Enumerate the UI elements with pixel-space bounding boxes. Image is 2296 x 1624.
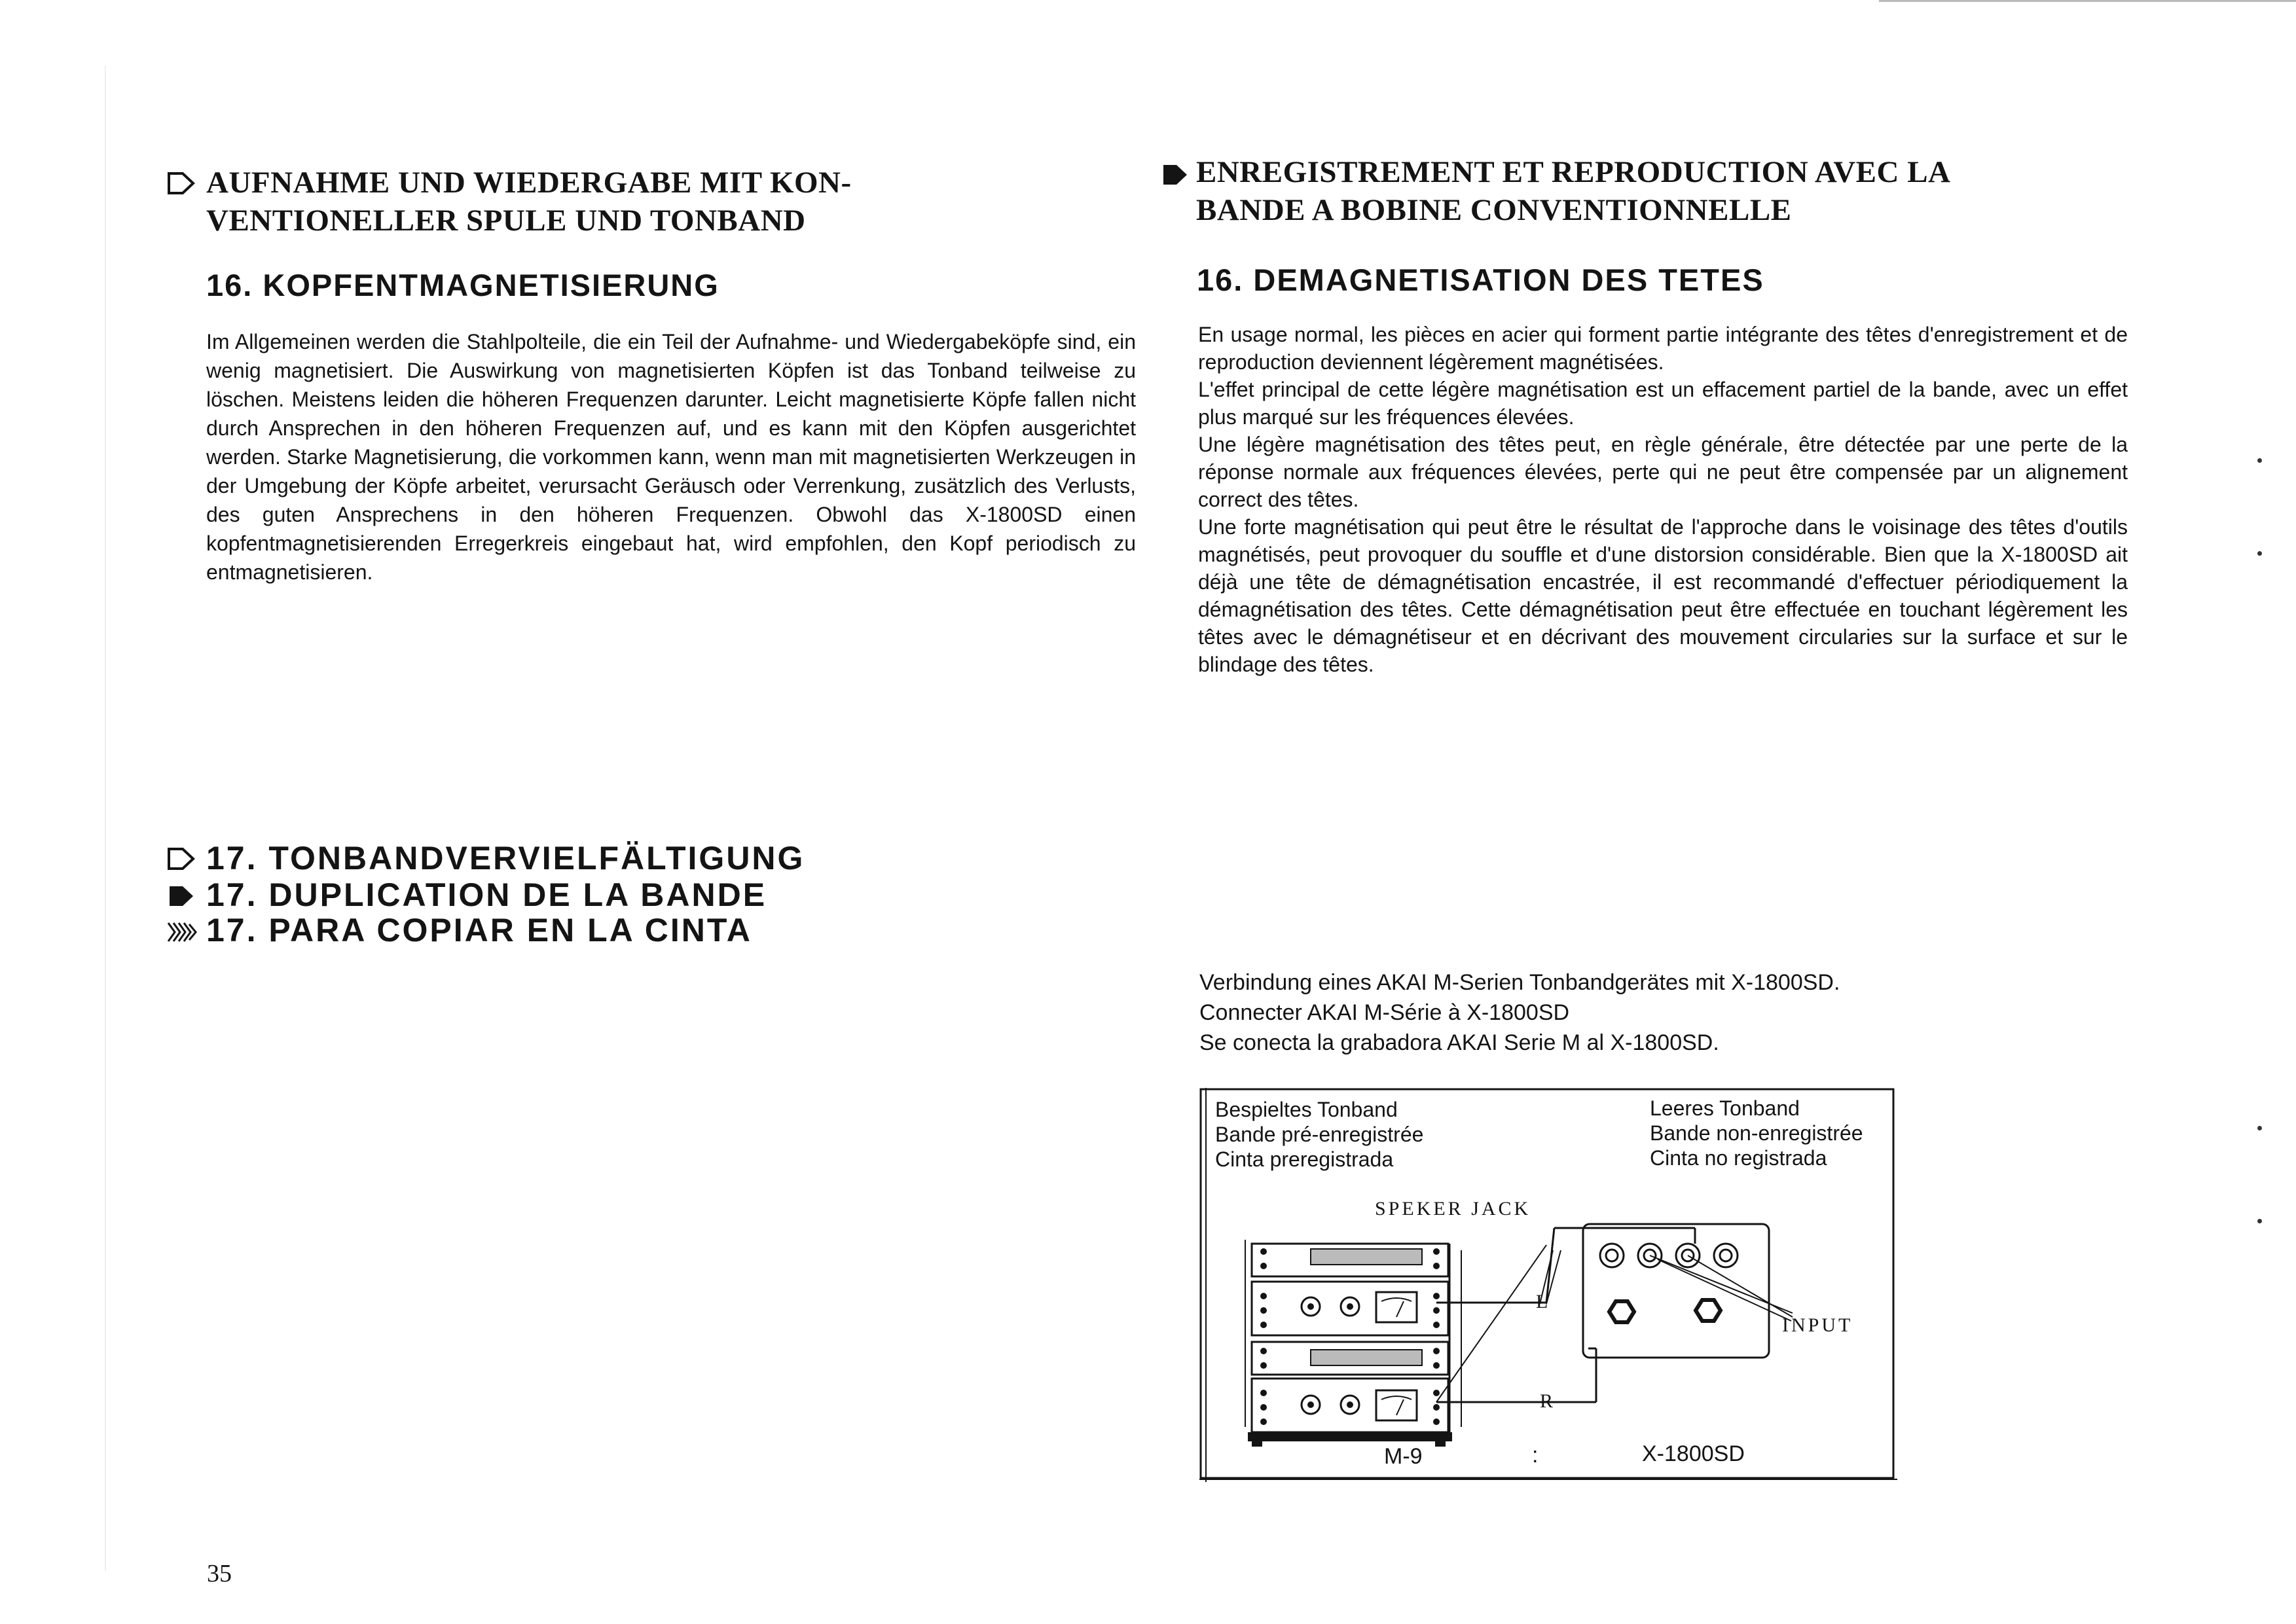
french-paragraph: En usage normal, les pièces en acier qui forment partie intégrante des têtes d'enregistrement et de reproduction deviennent légèrement magnétisées. [1198,323,2128,374]
hatched-arrow-icon [167,920,197,947]
solid-arrow-icon [168,885,194,911]
speaker-jack-label: SPEKER JACK [1375,1198,1531,1219]
french-section-title-line: ENREGISTREMENT ET REPRODUCTION AVEC LA [1196,155,1951,189]
heading-17-french: 17. DUPLICATION DE LA BANDE [206,876,767,913]
german-section-title [206,164,852,240]
source-model-label: M-9 [1384,1444,1423,1469]
french-paragraph: L'effet principal de cette légère magnétisation est un effacement partiel de la bande, avec un effet plus marqué sur les fréquences élevées. [1198,378,2128,429]
german-section-title-line: VENTIONELLER SPULE UND TONBAND [206,204,806,238]
connection-line-french: Connecter AKAI M-Série à X-1800SD [1199,1000,1570,1025]
scan-speck [2257,1126,2262,1130]
french-paragraph: Une légère magnétisation des têtes peut, en règle générale, être détectée par une perte de la réponse normale aux fréquences élevées, perte qui ne peut être compensée par un alignement correct des têtes. [1198,433,2128,511]
connection-line-german: Verbindung eines AKAI M-Serien Tonbandgerätes mit X-1800SD. [1199,970,1840,995]
channel-right-label: R [1540,1390,1554,1412]
scan-edge-line [1879,0,2296,2]
input-label: INPUT [1782,1314,1853,1336]
source-label-french: Bande pré-enregistrée [1215,1123,1424,1146]
dest-label-spanish: Cinta no registrada [1650,1146,1827,1170]
channel-left-label: L [1536,1291,1548,1312]
connection-diagram [1199,1088,1897,1482]
dest-model-label: X-1800SD [1642,1441,1745,1466]
german-subsection-title: 16. KOPFENTMAGNETISIERUNG [206,268,720,302]
outline-arrow-icon [167,171,196,198]
scan-speck [2257,1219,2262,1223]
source-label-spanish: Cinta preregistrada [1215,1147,1394,1171]
scan-gutter-line [105,65,106,1571]
outline-arrow-icon [167,847,196,874]
connection-line-spanish: Se conecta la grabadora AKAI Serie M al X-1800SD. [1199,1030,1719,1055]
page-number: 35 [207,1560,232,1587]
german-body-text [206,327,1136,586]
source-label-german: Bespieltes Tonband [1215,1098,1398,1121]
scan-speck [2257,458,2262,463]
heading-17-spanish: 17. PARA COPIAR EN LA CINTA [206,912,752,948]
dest-label-german: Leeres Tonband [1650,1096,1800,1120]
french-section-title-line: BANDE A BOBINE CONVENTIONNELLE [1196,193,1792,227]
french-body-text [1198,321,2128,678]
solid-arrow-icon [1162,164,1188,189]
scan-speck [2257,551,2262,556]
french-section-title [1196,153,1951,229]
connection-description [1199,967,1840,1058]
german-paragraph: Im Allgemeinen werden die Stahlpolteile, die ein Teil der Aufnahme- und Wiedergabeköpfe sind, ein wenig magnetisiert. Die Auswirkung von magnetisierten Köpfen ist das Tonband teilweise zu löschen. Meistens leiden die höheren Frequenzen darunter. Leicht magnetisierte Köpfe fallen nicht durch Ansprechen in den höheren Frequenzen auf, und es kann mit den Köpfen ausgerichtet werden. Starke Magnetisierung, die vorkommen kann, wenn man mit magnetisierten Werkzeugen in der Umgebung der Köpfe arbeitet, verursacht Geräusch oder Verrenkung, zusätzlich des Verlusts, des guten Ansprechens in den höheren Frequenzen. Obwohl das X-1800SD einen kopfentmagnetisierenden Erregerkreis eingebaut hat, wird empfohlen, den Kopf periodisch zu entmagnetisieren. [206,330,1136,584]
dest-label-french: Bande non-enregistrée [1650,1121,1863,1145]
model-separator: : [1532,1443,1539,1468]
french-paragraph: Une forte magnétisation qui peut être le résultat de l'approche dans le voisinage des têtes d'outils magnétisés, peut provoquer du souffle et d'une distorsion considérable. Bien que la X-1800SD ait déjà une tête de démagnétisation encastrée, il est recommandé d'effectuer périodiquement la démagnétisation des têtes. Cette démagnétisation peut être effectuée en touchant légèrement les têtes avec le démagnétiseur et en décrivant des mouvement circularies sur la surface et sur le blindage des têtes. [1198,515,2128,676]
french-subsection-title: 16. DEMAGNETISATION DES TETES [1197,262,1764,297]
german-section-title-line: AUFNAHME UND WIEDERGABE MIT KON- [206,166,852,200]
connection-cables [1199,1088,1897,1482]
heading-17-german: 17. TONBANDVERVIELFÄLTIGUNG [206,840,805,876]
